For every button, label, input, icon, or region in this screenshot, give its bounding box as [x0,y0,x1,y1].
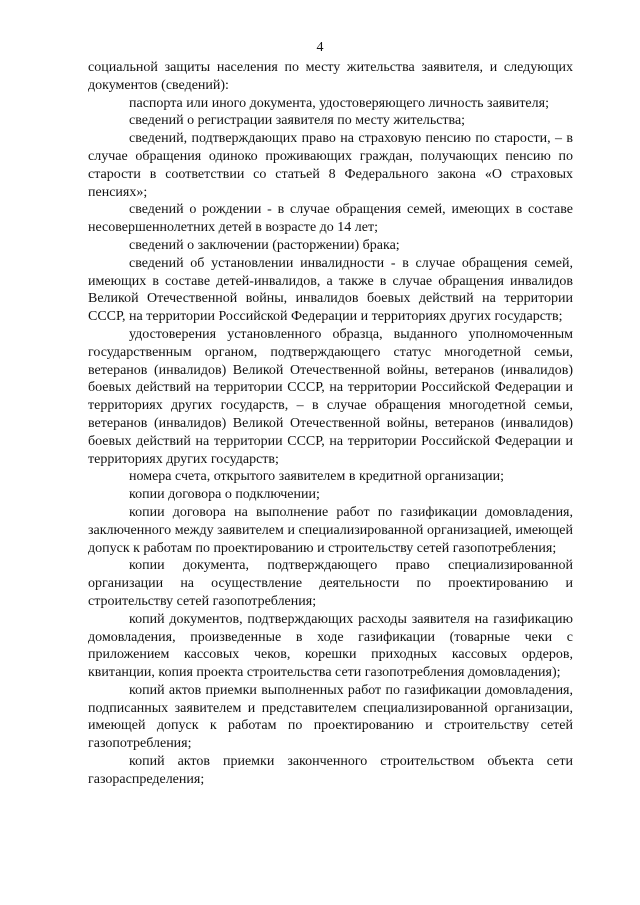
list-item: паспорта или иного документа, удостоверяющего личность заявителя; [129,95,549,111]
list-item: копии документа, подтверждающего право специализированной организации на осуществление деятельности по проектированию и строительству сетей газопотребления; [88,558,573,609]
list-item: копий документов, подтверждающих расходы заявителя на газификацию домовладения, произведенные в ходе газификации (товарные чеки с приложением кассовых чеков, корешки приходных кассовых ордеров, квитанции, копия проекта строительства сети газопотребления домовладения); [88,611,573,681]
list-item: номера счета, открытого заявителем в кредитной организации; [129,469,505,485]
list-item: сведений, подтверждающих право на страховую пенсию по старости, – в случае обращения одиноко проживающих граждан, получающих пенсию по старости в соответствии со статьей 8 Федерального закона «О страховых пенсиях»; [88,131,573,200]
list-item: сведений об установлении инвалидности - в случае обращения семей, имеющих в составе детей-инвалидов, а также в случае обращения инвалидов Великой Отечественной войны, инвалидов боевых действий на территории СССР, на территории Российской Федерации и территориях других государств; [88,255,573,325]
paragraph-intro: социальной защиты населения по месту жительства заявителя, и следующих документов (сведений): [88,60,573,93]
list-item: удостоверения установленного образца, выданного уполномоченным государственным органом, подтверждающего статус многодетной семьи, ветеранов (инвалидов) Великой Отечественной войны, ветеранов (инвалидов) боевых действий на территории СССР, на территории Российской Федерации и территориях других государств, – в случае обращения многодетной семьи, ветеранов (инвалидов) Великой Отечественной войны, ветеранов (инвалидов) боевых действий на территории СССР, на территории Российской Федерации и территориях других государств; [88,326,573,467]
document-body [88,59,573,789]
page-number: 4 [316,40,324,55]
list-item: копии договора на выполнение работ по газификации домовладения, заключенного между заявителем и специализированной организацией, имеющей допуск к работам по проектированию и строительству сетей газопотребления; [88,504,573,556]
list-item: копий актов приемки законченного строительством объекта сети газораспределения; [88,754,573,787]
list-item: копии договора о подключении; [129,487,320,503]
list-item: сведений о регистрации заявителя по месту жительства; [129,113,466,129]
list-item: копий актов приемки выполненных работ по газификации домовладения, подписанных заявителем и представителем специализированной организации, имеющей допуск к работам по проектированию и строительству сетей газопотребления; [88,682,573,752]
list-item: сведений о рождении - в случае обращения семей, имеющих в составе несовершеннолетних детей в возрасте до 14 лет; [88,202,573,236]
list-item: сведений о заключении (расторжении) брака; [129,237,400,253]
